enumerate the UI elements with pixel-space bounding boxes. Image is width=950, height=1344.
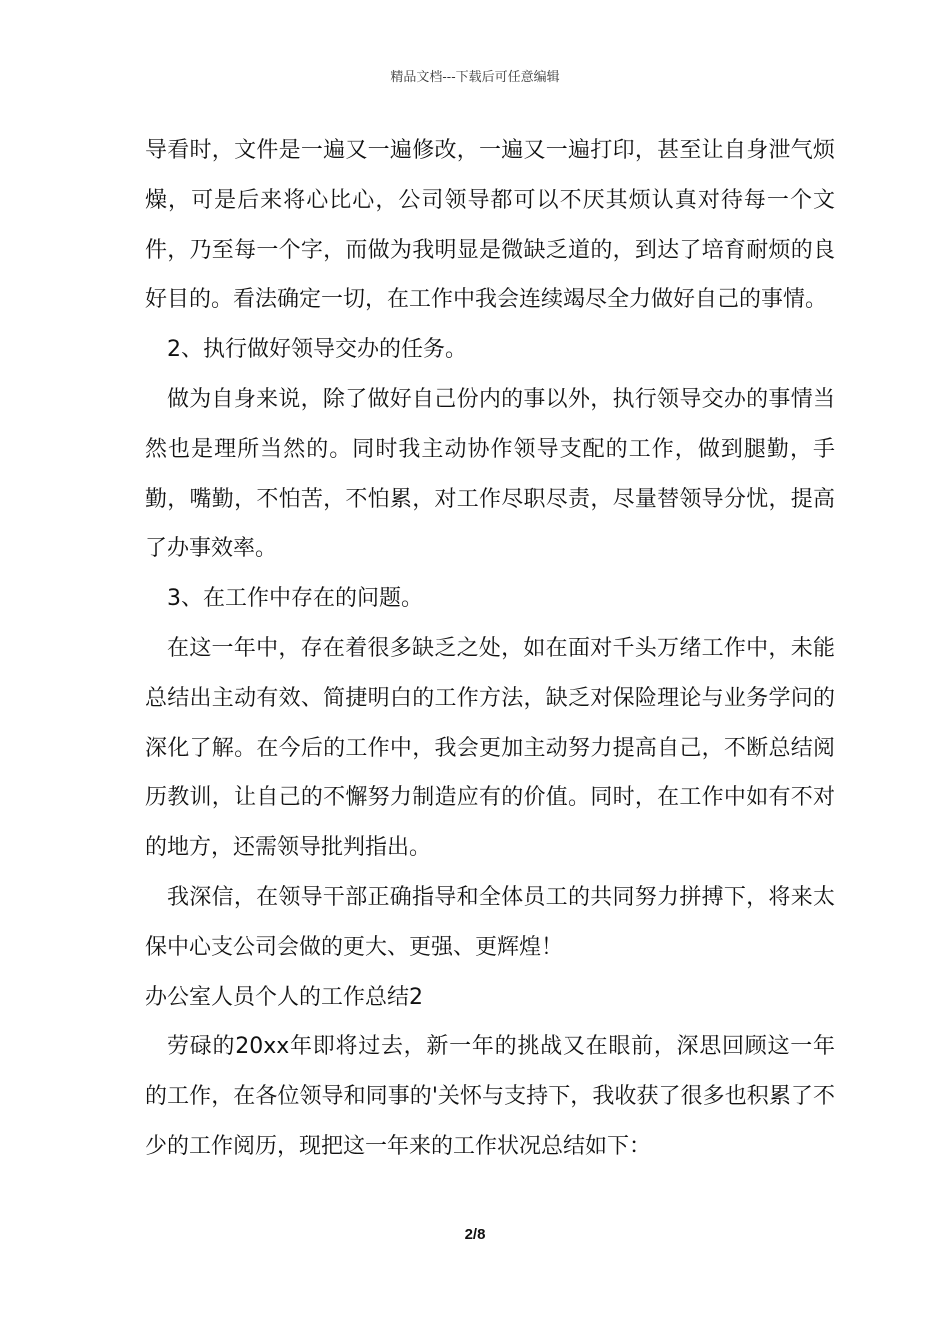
page-number: 2/8 bbox=[464, 1226, 486, 1243]
page-header: 精品文档---下载后可任意编辑 bbox=[390, 70, 560, 85]
section-heading-3: 3、在工作中存在的问题。 bbox=[167, 586, 423, 612]
paragraph-continuation: 导看时，文件是一遍又一遍修改，一遍又一遍打印，甚至让自身泄气烦燥，可是后来将心比心，公司领导都可以不厌其烦认真对待每一个文件，乃至每一个字，而做为我明显是微缺乏道的，到达了培育耐烦的良好目的。看法确定一切，在工作中我会连续竭尽全力做好自己的事情。 bbox=[145, 138, 835, 313]
paragraph-intro: 劳碌的20xx年即将过去，新一年的挑战又在眼前，深思回顾这一年的工作，在各位领导和同事的'关怀与支持下，我收获了很多也积累了不少的工作阅历，现把这一年来的工作状况总结如下： bbox=[145, 1034, 835, 1159]
paragraph-problems: 在这一年中，存在着很多缺乏之处，如在面对千头万绪工作中，未能总结出主动有效、简捷明白的工作方法，缺乏对保险理论与业务学问的深化了解。在今后的工作中，我会更加主动努力提高自己，不断总结阅历教训，让自己的不懈努力制造应有的价值。同时，在工作中如有不对的地方，还需领导批判指出。 bbox=[145, 635, 835, 861]
document-body bbox=[145, 126, 835, 1172]
document-subtitle: 办公室人员个人的工作总结2 bbox=[145, 984, 423, 1010]
paragraph-conclusion: 我深信，在领导干部正确指导和全体员工的共同努力拼搏下，将来太保中心支公司会做的更大、更强、更辉煌！ bbox=[145, 884, 835, 960]
paragraph-task: 做为自身来说，除了做好自己份内的事以外，执行领导交办的事情当然也是理所当然的。同时我主动协作领导支配的工作，做到腿勤，手勤，嘴勤，不怕苦，不怕累，对工作尽职尽责，尽量替领导分忧，提高了办事效率。 bbox=[145, 386, 835, 562]
section-heading-2: 2、执行做好领导交办的任务。 bbox=[167, 337, 467, 363]
